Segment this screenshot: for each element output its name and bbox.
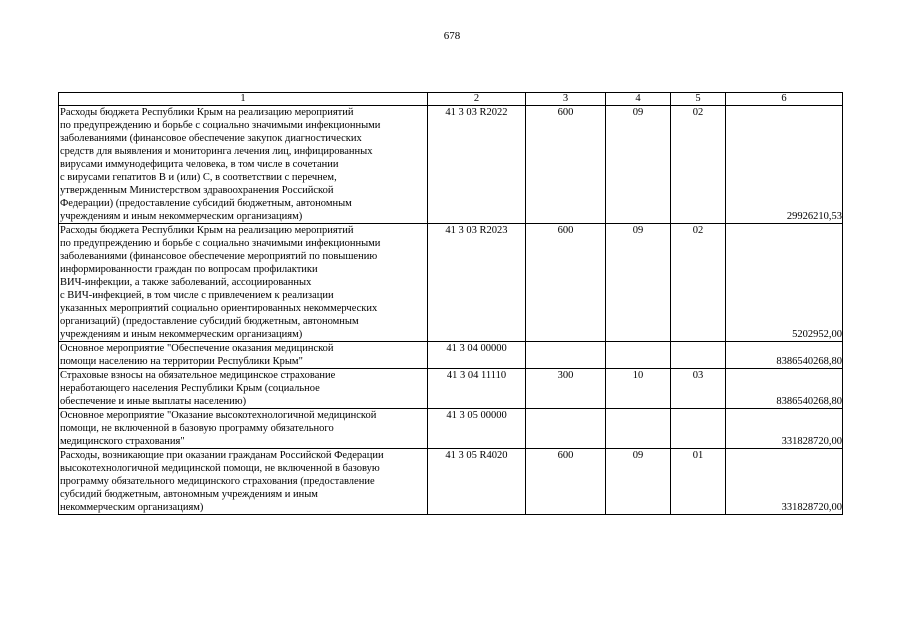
row-description: Основное мероприятие "Обеспечение оказания медицинской помощи населению на территории Республики Крым" [59, 342, 428, 369]
table-row [59, 369, 843, 409]
row-expense-type: 600 [526, 224, 606, 342]
row-expense-type [526, 342, 606, 369]
row-expense-type: 600 [526, 106, 606, 224]
row-amount: 8386540268,80 [726, 342, 843, 369]
row-section [606, 409, 671, 449]
row-section: 09 [606, 449, 671, 515]
row-target-code: 41 3 04 00000 [428, 342, 526, 369]
row-expense-type: 300 [526, 369, 606, 409]
row-subsection: 01 [671, 449, 726, 515]
table-row [59, 449, 843, 515]
row-target-code: 41 3 05 R4020 [428, 449, 526, 515]
row-description: Расходы, возникающие при оказании гражданам Российской Федерации высокотехнологичной медицинской помощи, не включенной в базовую программу обязательного медицинского страхования (предоставление субсидий бюджетным, автономным учреждениям и иным некоммерческим организациям) [59, 449, 428, 515]
row-description: Расходы бюджета Республики Крым на реализацию мероприятий по предупреждению и борьбе с социально значимыми инфекционными заболеваниями (финансовое обеспечение мероприятий по повышению информированности граждан по вопросам профилактики ВИЧ-инфекции, а также заболеваний, ассоциированных с ВИЧ-инфекцией, в том числе с привлечением к реализации указанных мероприятий социально ориентированных некоммерческих организаций) (предоставление субсидий бюджетным, автономным учреждениям и иным некоммерческим организациям) [59, 224, 428, 342]
row-amount: 29926210,53 [726, 106, 843, 224]
row-section: 09 [606, 106, 671, 224]
row-section [606, 342, 671, 369]
column-header: 6 [726, 93, 843, 106]
row-amount: 8386540268,80 [726, 369, 843, 409]
row-expense-type: 600 [526, 449, 606, 515]
column-header: 5 [671, 93, 726, 106]
row-section: 09 [606, 224, 671, 342]
row-expense-type [526, 409, 606, 449]
column-header: 3 [526, 93, 606, 106]
row-subsection: 02 [671, 106, 726, 224]
row-target-code: 41 3 03 R2023 [428, 224, 526, 342]
row-amount: 331828720,00 [726, 409, 843, 449]
row-subsection [671, 342, 726, 369]
row-target-code: 41 3 05 00000 [428, 409, 526, 449]
column-header: 2 [428, 93, 526, 106]
row-subsection: 02 [671, 224, 726, 342]
table-row [59, 106, 843, 224]
row-description: Основное мероприятие "Оказание высокотехнологичной медицинской помощи, не включенной в базовую программу обязательного медицинского страхования" [59, 409, 428, 449]
row-section: 10 [606, 369, 671, 409]
row-target-code: 41 3 04 11110 [428, 369, 526, 409]
row-description: Расходы бюджета Республики Крым на реализацию мероприятий по предупреждению и борьбе с социально значимыми инфекционными заболеваниями (финансовое обеспечение закупок диагностических средств для выявления и мониторинга лечения лиц, инфицированных вирусами иммунодефицита человека, в том числе в сочетании с вирусами гепатитов В и (или) С, в соответствии с перечнем, утвержденным Министерством здравоохранения Российской Федерации) (предоставление субсидий бюджетным, автономным учреждениям и иным некоммерческим организациям) [59, 106, 428, 224]
page-number: 678 [443, 30, 461, 42]
table-header-row [59, 93, 843, 106]
column-header: 4 [606, 93, 671, 106]
row-subsection [671, 409, 726, 449]
column-header: 1 [59, 93, 428, 106]
row-amount: 5202952,00 [726, 224, 843, 342]
row-target-code: 41 3 03 R2022 [428, 106, 526, 224]
row-amount: 331828720,00 [726, 449, 843, 515]
table-row [59, 342, 843, 369]
row-subsection: 03 [671, 369, 726, 409]
table-row [59, 224, 843, 342]
table-row [59, 409, 843, 449]
budget-table [58, 92, 843, 515]
row-description: Страховые взносы на обязательное медицинское страхование неработающего населения Республики Крым (социальное обеспечение и иные выплаты населению) [59, 369, 428, 409]
